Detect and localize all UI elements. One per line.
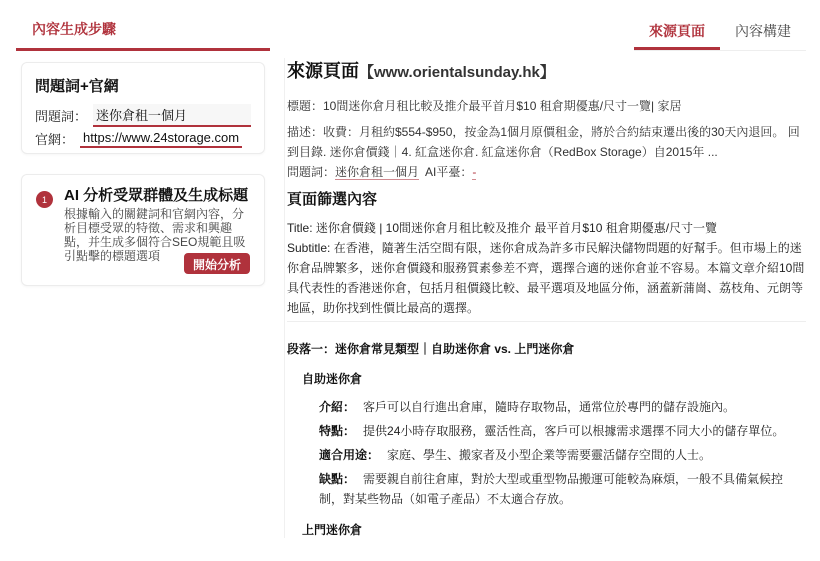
tab-source-page[interactable]: 來源頁面 bbox=[634, 21, 720, 50]
ai-platform-value[interactable]: - bbox=[472, 165, 477, 179]
url-row bbox=[35, 127, 252, 149]
list-item: 介紹： 客戶可以自行進出倉庫，隨時存取物品，通常位於專門的儲存設施內。 bbox=[319, 400, 736, 414]
step-title: AI 分析受眾群體及生成标題 bbox=[64, 187, 249, 204]
steps-header bbox=[16, 0, 270, 51]
tab-bar-wrap bbox=[284, 0, 820, 51]
meta-ai-platform: AI平臺：- bbox=[425, 165, 477, 179]
list-item: 特點： 提供24小時存取服務，靈活性高，客戶可以根據需求選擇不同大小的儲存單位。 bbox=[319, 424, 785, 438]
meta-keyword-label: 問題詞：迷你倉租一個月 bbox=[287, 165, 420, 179]
step-number-badge: 1 bbox=[36, 191, 53, 208]
filtered-title-line: Title: 迷你倉價錢 | 10間迷你倉月租比較及推介 最平首月$10 租倉期優惠/尺寸一覽 bbox=[287, 221, 718, 235]
meta-keyword-row bbox=[287, 162, 806, 182]
self-storage-items bbox=[319, 397, 806, 509]
input-card bbox=[21, 62, 265, 154]
url-input[interactable]: https://www.24storage.com bbox=[80, 129, 242, 148]
source-domain: 【www.orientalsunday.hk】 bbox=[359, 64, 555, 81]
source-page-title bbox=[287, 58, 806, 86]
input-card-title: 問題詞+官網 bbox=[35, 78, 119, 95]
list-item: 缺點： 需要親自前往倉庫，對於大型或重型物品搬運可能較為麻煩，一般不具備氣候控制，對某些物品（如電子產品）不太適合存放。 bbox=[319, 472, 784, 506]
list-item: 適合用途： 家庭、學生、搬家者及小型企業等需要靈活儲存空間的人士。 bbox=[319, 448, 712, 462]
left-panel bbox=[16, 0, 270, 286]
filtered-summary bbox=[287, 218, 806, 322]
filtered-subtitle-line: Subtitle: 在香港，隨著生活空間有限，迷你倉成為許多市民解決儲物問題的好幫手。但市場上的迷你倉品牌繁多，迷你倉價錢和服務質素參差不齊，選擇合適的迷你倉並不容易。本篇文章介紹10間具代表性的香港迷你倉，包括月租價錢比較、最平選項及地區分佈，涵蓋新蒲崗、荔枝角、元朗等地區，助你找到性價比最高的選擇。 bbox=[287, 241, 805, 315]
step-card bbox=[21, 174, 265, 286]
section-title-door-storage: 上門迷你倉 bbox=[302, 523, 363, 537]
step-body bbox=[64, 187, 250, 263]
source-title-text: 來源頁面 bbox=[287, 61, 359, 81]
source-content bbox=[284, 58, 806, 538]
section-title-self-storage: 自助迷你倉 bbox=[302, 372, 363, 386]
steps-header-title: 內容生成步驟 bbox=[32, 21, 116, 37]
tab-content-build[interactable]: 內容構建 bbox=[735, 23, 791, 39]
filtered-heading: 頁面篩選內容 bbox=[287, 191, 378, 208]
keyword-input[interactable]: 迷你倉租一個月 bbox=[93, 104, 251, 127]
tab-bar bbox=[634, 0, 806, 51]
meta-title: 標題：10間迷你倉月租比較及推介最平首月$10 租倉期優惠/尺寸一覽| 家居 bbox=[287, 99, 682, 113]
start-analysis-button[interactable]: 開始分析 bbox=[184, 253, 250, 274]
keyword-row bbox=[35, 104, 252, 126]
meta-keyword-value[interactable]: 迷你倉租一個月 bbox=[335, 165, 420, 179]
meta-description: 描述：收費：月租約$554-$950，按金為1個月原價租金，將於合約結束遷出後的30天內退回。 回到目錄. 迷你倉價錢｜4. 紅盒迷你倉. 紅盒迷你倉（RedBox Storage）自2015年 ... bbox=[287, 125, 800, 159]
step-description: 根據輸入的關鍵詞和官網內容，分析目標受眾的特徵、需求和興趣點，并生成多個符合SEO規範且吸引點擊的標題選項 bbox=[64, 207, 246, 263]
url-label: 官網： bbox=[35, 131, 75, 147]
keyword-label: 問題詞： bbox=[35, 108, 88, 124]
paragraph-title: 段落一：迷你倉常見類型｜自助迷你倉 vs. 上門迷你倉 bbox=[287, 342, 575, 356]
